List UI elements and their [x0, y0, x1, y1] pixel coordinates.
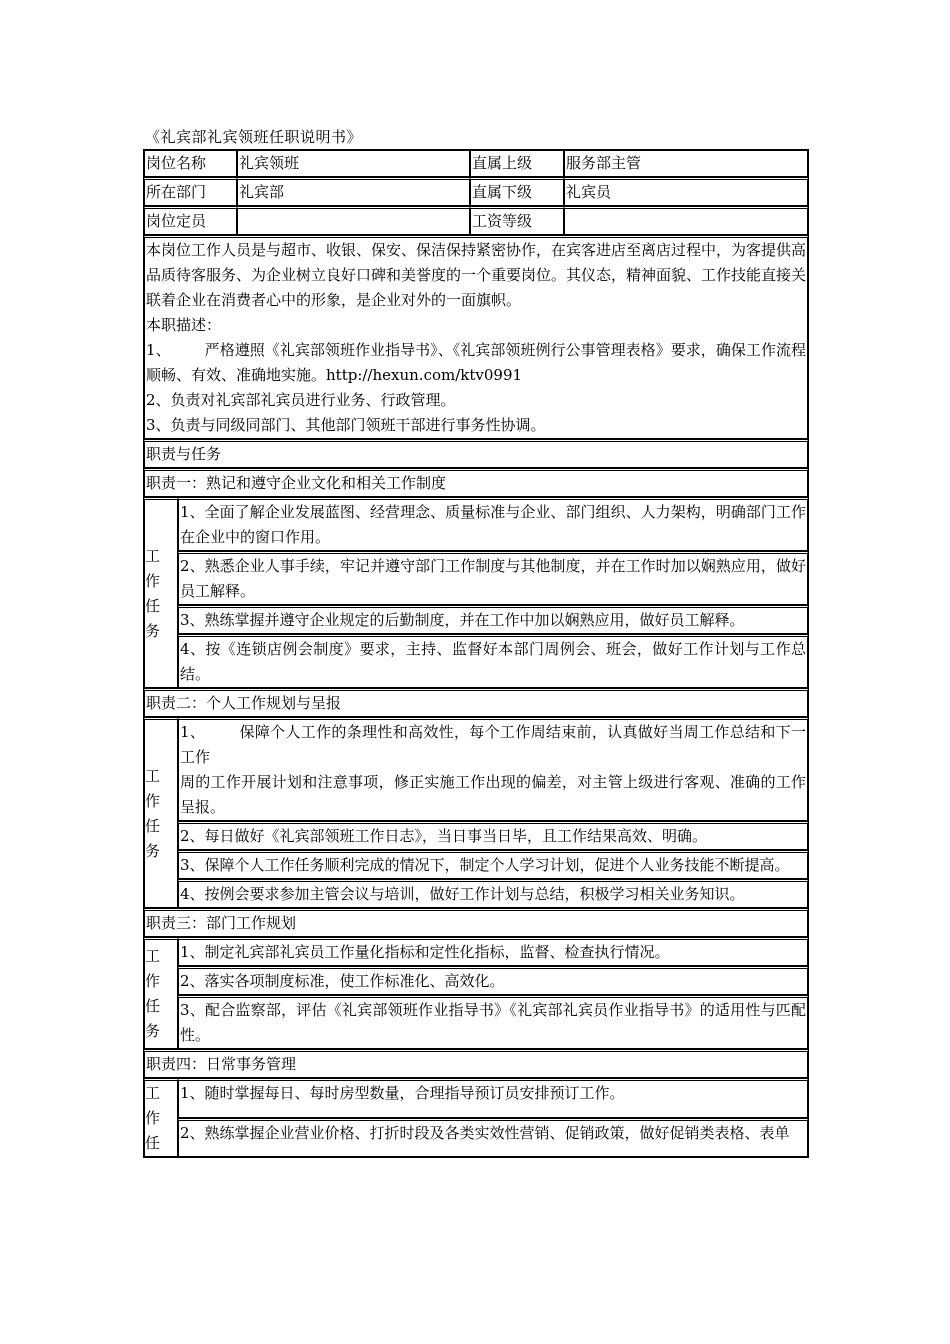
job-desc-label: 本职描述： — [146, 316, 222, 334]
header-row-1 — [144, 150, 808, 177]
header-label-subordinate: 直属下级 — [470, 177, 564, 206]
document-title: 《礼宾部礼宾领班任职说明书》 — [145, 128, 363, 146]
duty-3-title: 职责三：部门工作规划 — [144, 908, 808, 937]
duty-4-task-1: 1、随时掌握每日、每时房型数量，合理指导预订员安排预订工作。 — [178, 1078, 808, 1118]
header-label-headcount: 岗位定员 — [144, 206, 237, 235]
header-value-position: 礼宾领班 — [237, 150, 470, 177]
section-title-row — [144, 439, 808, 468]
task-row — [144, 879, 808, 908]
task-row — [144, 551, 808, 605]
job-desc-item-1 — [146, 338, 806, 388]
duty-1-task-1: 1、全面了解企业发展蓝图、经营理念、质量标准与企业、部门组织、人力架构，明确部门工作在企业中的窗口作用。 — [178, 497, 808, 551]
duty-3-task-3: 3、配合监察部，评估《礼宾部领班作业指导书》《礼宾部礼宾员作业指导书》的适用性与匹配性。 — [178, 995, 808, 1049]
header-label-position: 岗位名称 — [144, 150, 237, 177]
header-label-salary-grade: 工资等级 — [470, 206, 564, 235]
header-value-superior: 服务部主管 — [564, 150, 808, 177]
duty-2-task-1-line-b: 周的工作开展计划和注意事项，修正实施工作出现的偏差，对主管上级进行客观、准确的工作呈报。 — [180, 773, 807, 816]
task-label: 工 作 任 务 — [144, 937, 178, 1049]
duty-2-title: 职责二：个人工作规划与呈报 — [144, 688, 808, 717]
duty-2-task-1 — [178, 717, 808, 821]
header-label-superior: 直属上级 — [470, 150, 564, 177]
duty-3-task-2: 2、落实各项制度标准，使工作标准化、高效化。 — [178, 966, 808, 995]
duty-2-task-2: 2、每日做好《礼宾部领班工作日志》，当日事当日毕，且工作结果高效、明确。 — [178, 821, 808, 850]
task-label: 工 作 任 务 — [144, 717, 178, 908]
duty-title-row — [144, 468, 808, 497]
task-row — [144, 497, 808, 551]
duty-4-title: 职责四：日常事务管理 — [144, 1049, 808, 1078]
duty-3-task-1: 1、制定礼宾部礼宾员工作量化指标和定性化指标，监督、检查执行情况。 — [178, 937, 808, 966]
task-label: 工 作 任 务 — [144, 497, 178, 688]
header-row-3 — [144, 206, 808, 235]
duty-4-task-2: 2、熟练掌握企业营业价格、打折时段及各类实效性营销、促销政策，做好促销类表格、表单 — [178, 1118, 808, 1158]
job-desc-item-1-num: 1、 — [146, 341, 171, 359]
task-row — [144, 1078, 808, 1118]
task-label: 工 作 任 — [144, 1078, 178, 1157]
job-intro: 本岗位工作人员是与超市、收银、保安、保洁保持紧密协作，在宾客进店至离店过程中，为客提供高品质待客服务、为企业树立良好口碑和美誉度的一个重要岗位。其仪态，精神面貌、工作技能直接关联着企业在消费者心中的形象，是企业对外的一面旗帜。 — [146, 241, 807, 309]
duty-2-task-4: 4、按例会要求参加主管会议与培训，做好工作计划与总结，积极学习相关业务知识。 — [178, 879, 808, 908]
task-row — [144, 821, 808, 850]
duty-title-row — [144, 688, 808, 717]
duty-title-row — [144, 908, 808, 937]
task-row — [144, 634, 808, 688]
duty-1-task-2: 2、熟悉企业人事手续，牢记并遵守部门工作制度与其他制度，并在工作时加以娴熟应用，做好员工解释。 — [178, 551, 808, 605]
duty-2-task-1-line-a: 1、 保障个人工作的条理性和高效性，每个工作周结束前，认真做好当周工作总结和下一工作 — [180, 723, 807, 766]
duty-1-title: 职责一：熟记和遵守企业文化和相关工作制度 — [144, 468, 808, 497]
job-description-table — [143, 149, 809, 1158]
task-row — [144, 966, 808, 995]
section-title: 职责与任务 — [144, 439, 808, 468]
header-value-headcount — [237, 206, 470, 235]
task-row — [144, 1118, 808, 1158]
summary-row — [144, 235, 808, 439]
header-label-department: 所在部门 — [144, 177, 237, 206]
job-desc-item-1-text: 严格遵照《礼宾部领班作业指导书》、《礼宾部领班例行公事管理表格》要求，确保工作流程顺畅、有效、准确地实施。http://hexun.com/ktv0991 — [146, 341, 807, 384]
header-value-department: 礼宾部 — [237, 177, 470, 206]
task-row — [144, 850, 808, 879]
job-desc-item-2: 2、负责对礼宾部礼宾员进行业务、行政管理。 — [146, 391, 456, 409]
task-row — [144, 717, 808, 821]
header-row-2 — [144, 177, 808, 206]
header-value-salary-grade — [564, 206, 808, 235]
task-row — [144, 605, 808, 634]
duty-1-task-3: 3、熟练掌握并遵守企业规定的后勤制度，并在工作中加以娴熟应用，做好员工解释。 — [178, 605, 808, 634]
header-value-subordinate: 礼宾员 — [564, 177, 808, 206]
duty-2-task-3: 3、保障个人工作任务顺利完成的情况下，制定个人学习计划，促进个人业务技能不断提高。 — [178, 850, 808, 879]
job-summary-cell — [144, 235, 808, 439]
duty-title-row — [144, 1049, 808, 1078]
task-row — [144, 995, 808, 1049]
task-row — [144, 937, 808, 966]
job-desc-item-3: 3、负责与同级同部门、其他部门领班干部进行事务性协调。 — [146, 416, 546, 434]
duty-1-task-4: 4、按《连锁店例会制度》要求，主持、监督好本部门周例会、班会，做好工作计划与工作总结。 — [178, 634, 808, 688]
